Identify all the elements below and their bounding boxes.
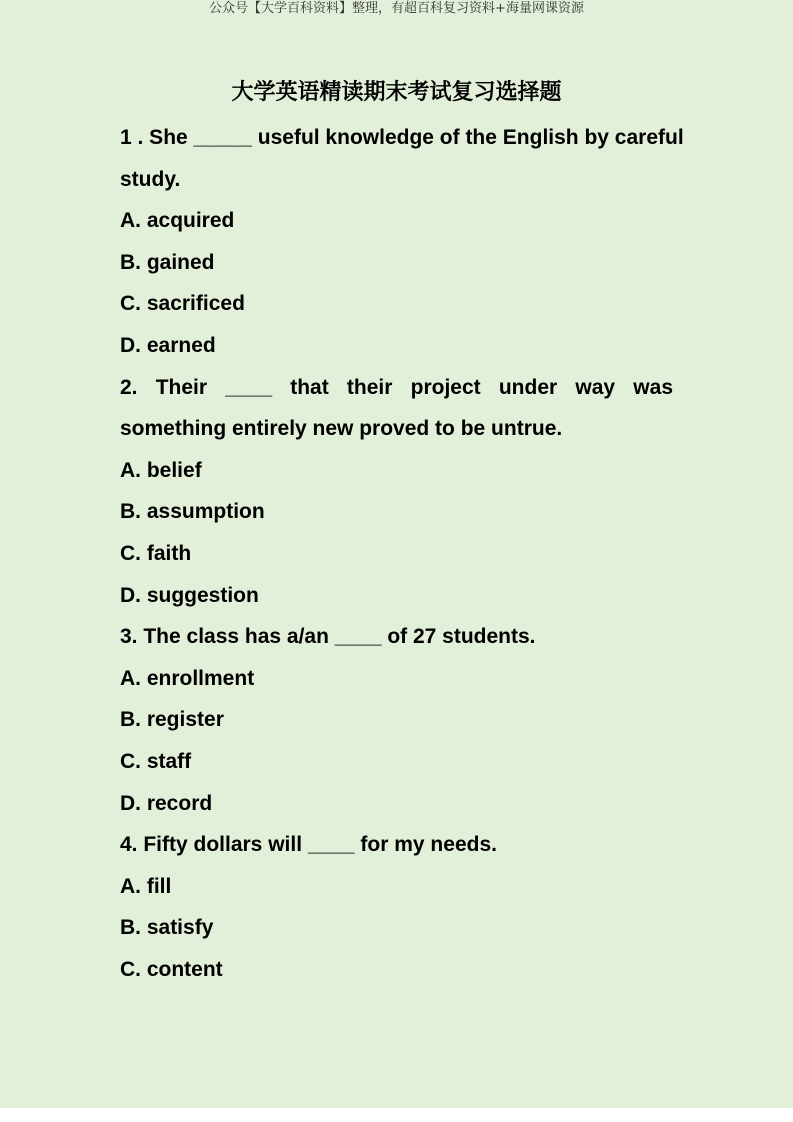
option-b: B. register (120, 708, 224, 732)
page-header: 公众号【大学百科资料】整理，有超百科复习资料+海量网课资源 (209, 1, 584, 16)
question-stem: 2. Their ____ that their project under way was (120, 375, 673, 399)
question-stem: 1 . She _____ useful knowledge of the English by careful (120, 126, 684, 149)
option-c: C. sacrificed (120, 292, 245, 316)
question-stem-continued: study. (120, 167, 181, 191)
option-b: B. assumption (120, 500, 265, 524)
option-d: D. earned (120, 333, 216, 357)
question-list (120, 117, 684, 990)
question-stem: 4. Fifty dollars will ____ for my needs. (120, 833, 497, 857)
option-d: D. suggestion (120, 583, 259, 607)
option-c: C. content (120, 957, 223, 981)
option-a: A. acquired (120, 209, 235, 233)
option-a: A. belief (120, 458, 202, 482)
option-b: B. gained (120, 250, 215, 274)
option-c: C. faith (120, 541, 192, 565)
option-c: C. staff (120, 749, 192, 773)
question-1 (120, 117, 684, 367)
question-stem: 3. The class has a/an ____ of 27 students. (120, 625, 536, 649)
document-title: 大学英语精读期末考试复习选择题 (231, 80, 562, 105)
option-a: A. fill (120, 874, 172, 898)
question-stem-continued: something entirely new proved to be untrue. (120, 417, 563, 441)
option-b: B. satisfy (120, 916, 214, 940)
question-3 (120, 616, 673, 824)
question-2 (120, 367, 673, 617)
option-a: A. enrollment (120, 666, 255, 690)
option-d: D. record (120, 791, 213, 815)
question-4 (120, 824, 673, 990)
